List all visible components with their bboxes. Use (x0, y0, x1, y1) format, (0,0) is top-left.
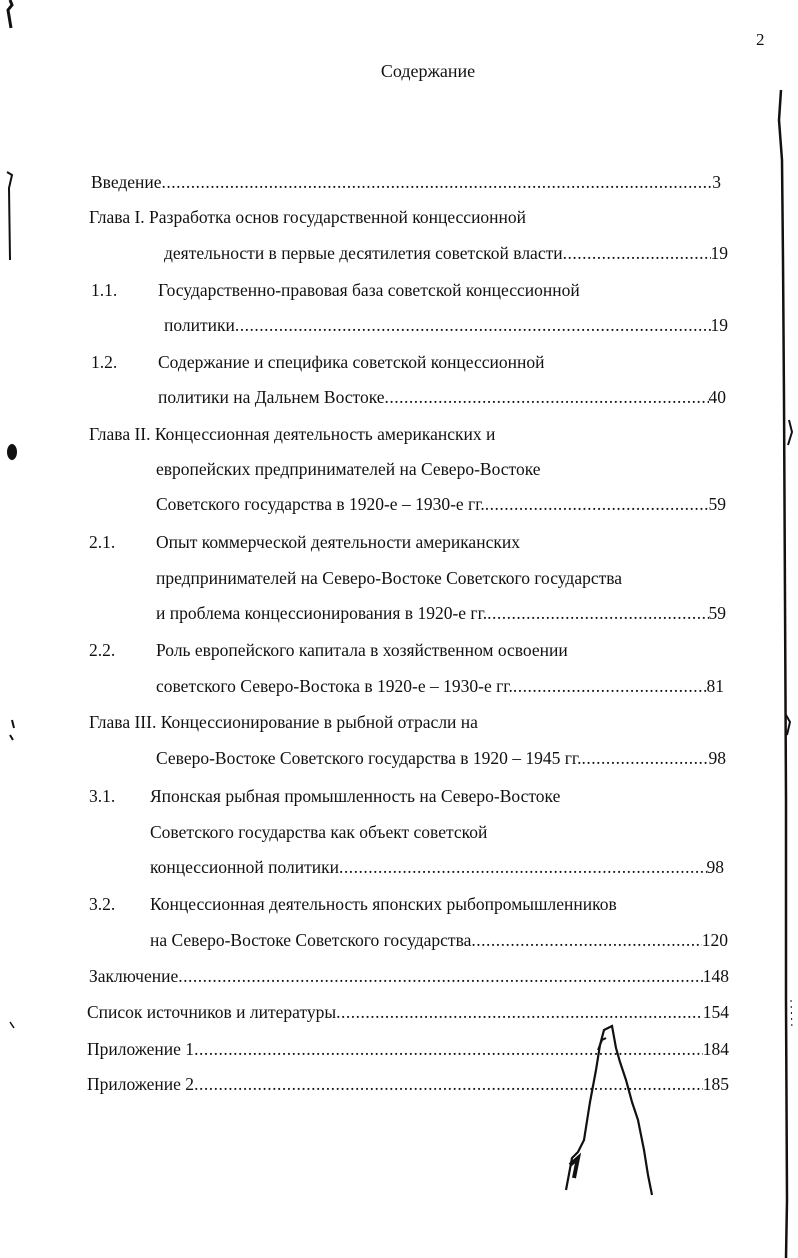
toc-entry-text: деятельности в первые десятилетия советской власти (164, 243, 563, 263)
toc-entry-text: на Северо-Востоке Советского государства (150, 930, 472, 950)
toc-entry-text: Заключение (89, 966, 179, 986)
toc-section-3-2-line1: Концессионная деятельность японских рыбопромышленников (150, 894, 617, 914)
toc-page-number: 185 (702, 1074, 729, 1094)
toc-page-number: 81 (706, 676, 724, 696)
toc-section-3-1-line1: Японская рыбная промышленность на Северо-Востоке (150, 786, 561, 806)
toc-section-1-2-line1: Содержание и специфика советской концессионной (158, 352, 545, 372)
toc-entry-text: советского Северо-Востока в 1920-е – 1930-е гг. (156, 676, 513, 696)
toc-page-number: 148 (702, 966, 729, 986)
toc-section-number: 2.2. (89, 640, 116, 660)
toc-entry-text: Введение (91, 172, 162, 192)
toc-page-number: 19 (710, 315, 728, 335)
toc-entry-text: политики (164, 315, 235, 335)
toc-section-number: 3.2. (89, 894, 116, 914)
toc-page-number: 59 (708, 494, 726, 514)
toc-page-number: 40 (708, 387, 726, 407)
page-number: 2 (756, 30, 765, 49)
toc-section-number: 1.2. (91, 352, 118, 372)
toc-entry-text: Приложение 2 (87, 1074, 195, 1094)
toc-page-number: 19 (710, 243, 728, 263)
page-title: Содержание (380, 61, 476, 81)
toc-section-2-2-line1: Роль европейского капитала в хозяйственном освоении (156, 640, 568, 660)
toc-entry-text: Приложение 1 (87, 1039, 195, 1059)
toc-section-2-1-line2: предпринимателей на Северо-Востоке Советского государства (156, 568, 623, 588)
toc-section-number: 3.1. (89, 786, 116, 806)
toc-chapter-2-line2: европейских предпринимателей на Северо-Востоке (156, 459, 541, 479)
toc-chapter-1-line1: Глава I. Разработка основ государственной концессионной (89, 207, 527, 227)
toc-section-number: 1.1. (91, 280, 118, 300)
toc-page-number: 120 (701, 930, 728, 950)
toc-page-number: 59 (708, 603, 726, 623)
toc-entry-text: Северо-Востоке Советского государства в 1920 – 1945 гг. (156, 748, 582, 768)
toc-page-number: 98 (706, 857, 724, 877)
toc-chapter-2-line1: Глава II. Концессионная деятельность американских и (89, 424, 496, 444)
toc-entry-text: концессионной политики (150, 857, 340, 877)
toc-page-number: 98 (708, 748, 726, 768)
toc-entry-text: Советского государства в 1920-е – 1930-е гг. (156, 494, 485, 514)
toc-section-number: 2.1. (89, 532, 116, 552)
toc-page-number: 3 (712, 172, 721, 192)
toc-chapter-3-line1: Глава III. Концессионирование в рыбной отрасли на (89, 712, 478, 732)
toc-page-number: 154 (702, 1002, 729, 1022)
toc-section-2-1-line1: Опыт коммерческой деятельности американских (156, 532, 520, 552)
toc-entry-text: политики на Дальнем Востоке (158, 387, 385, 407)
toc-page-number: 184 (702, 1039, 729, 1059)
toc-entry-text: Список источников и литературы (87, 1002, 337, 1022)
toc-section-1-1-line1: Государственно-правовая база советской концессионной (158, 280, 580, 300)
toc-section-3-1-line2: Советского государства как объект советской (150, 822, 488, 842)
toc-entry-text: и проблема концессионирования в 1920-е гг. (156, 603, 488, 623)
